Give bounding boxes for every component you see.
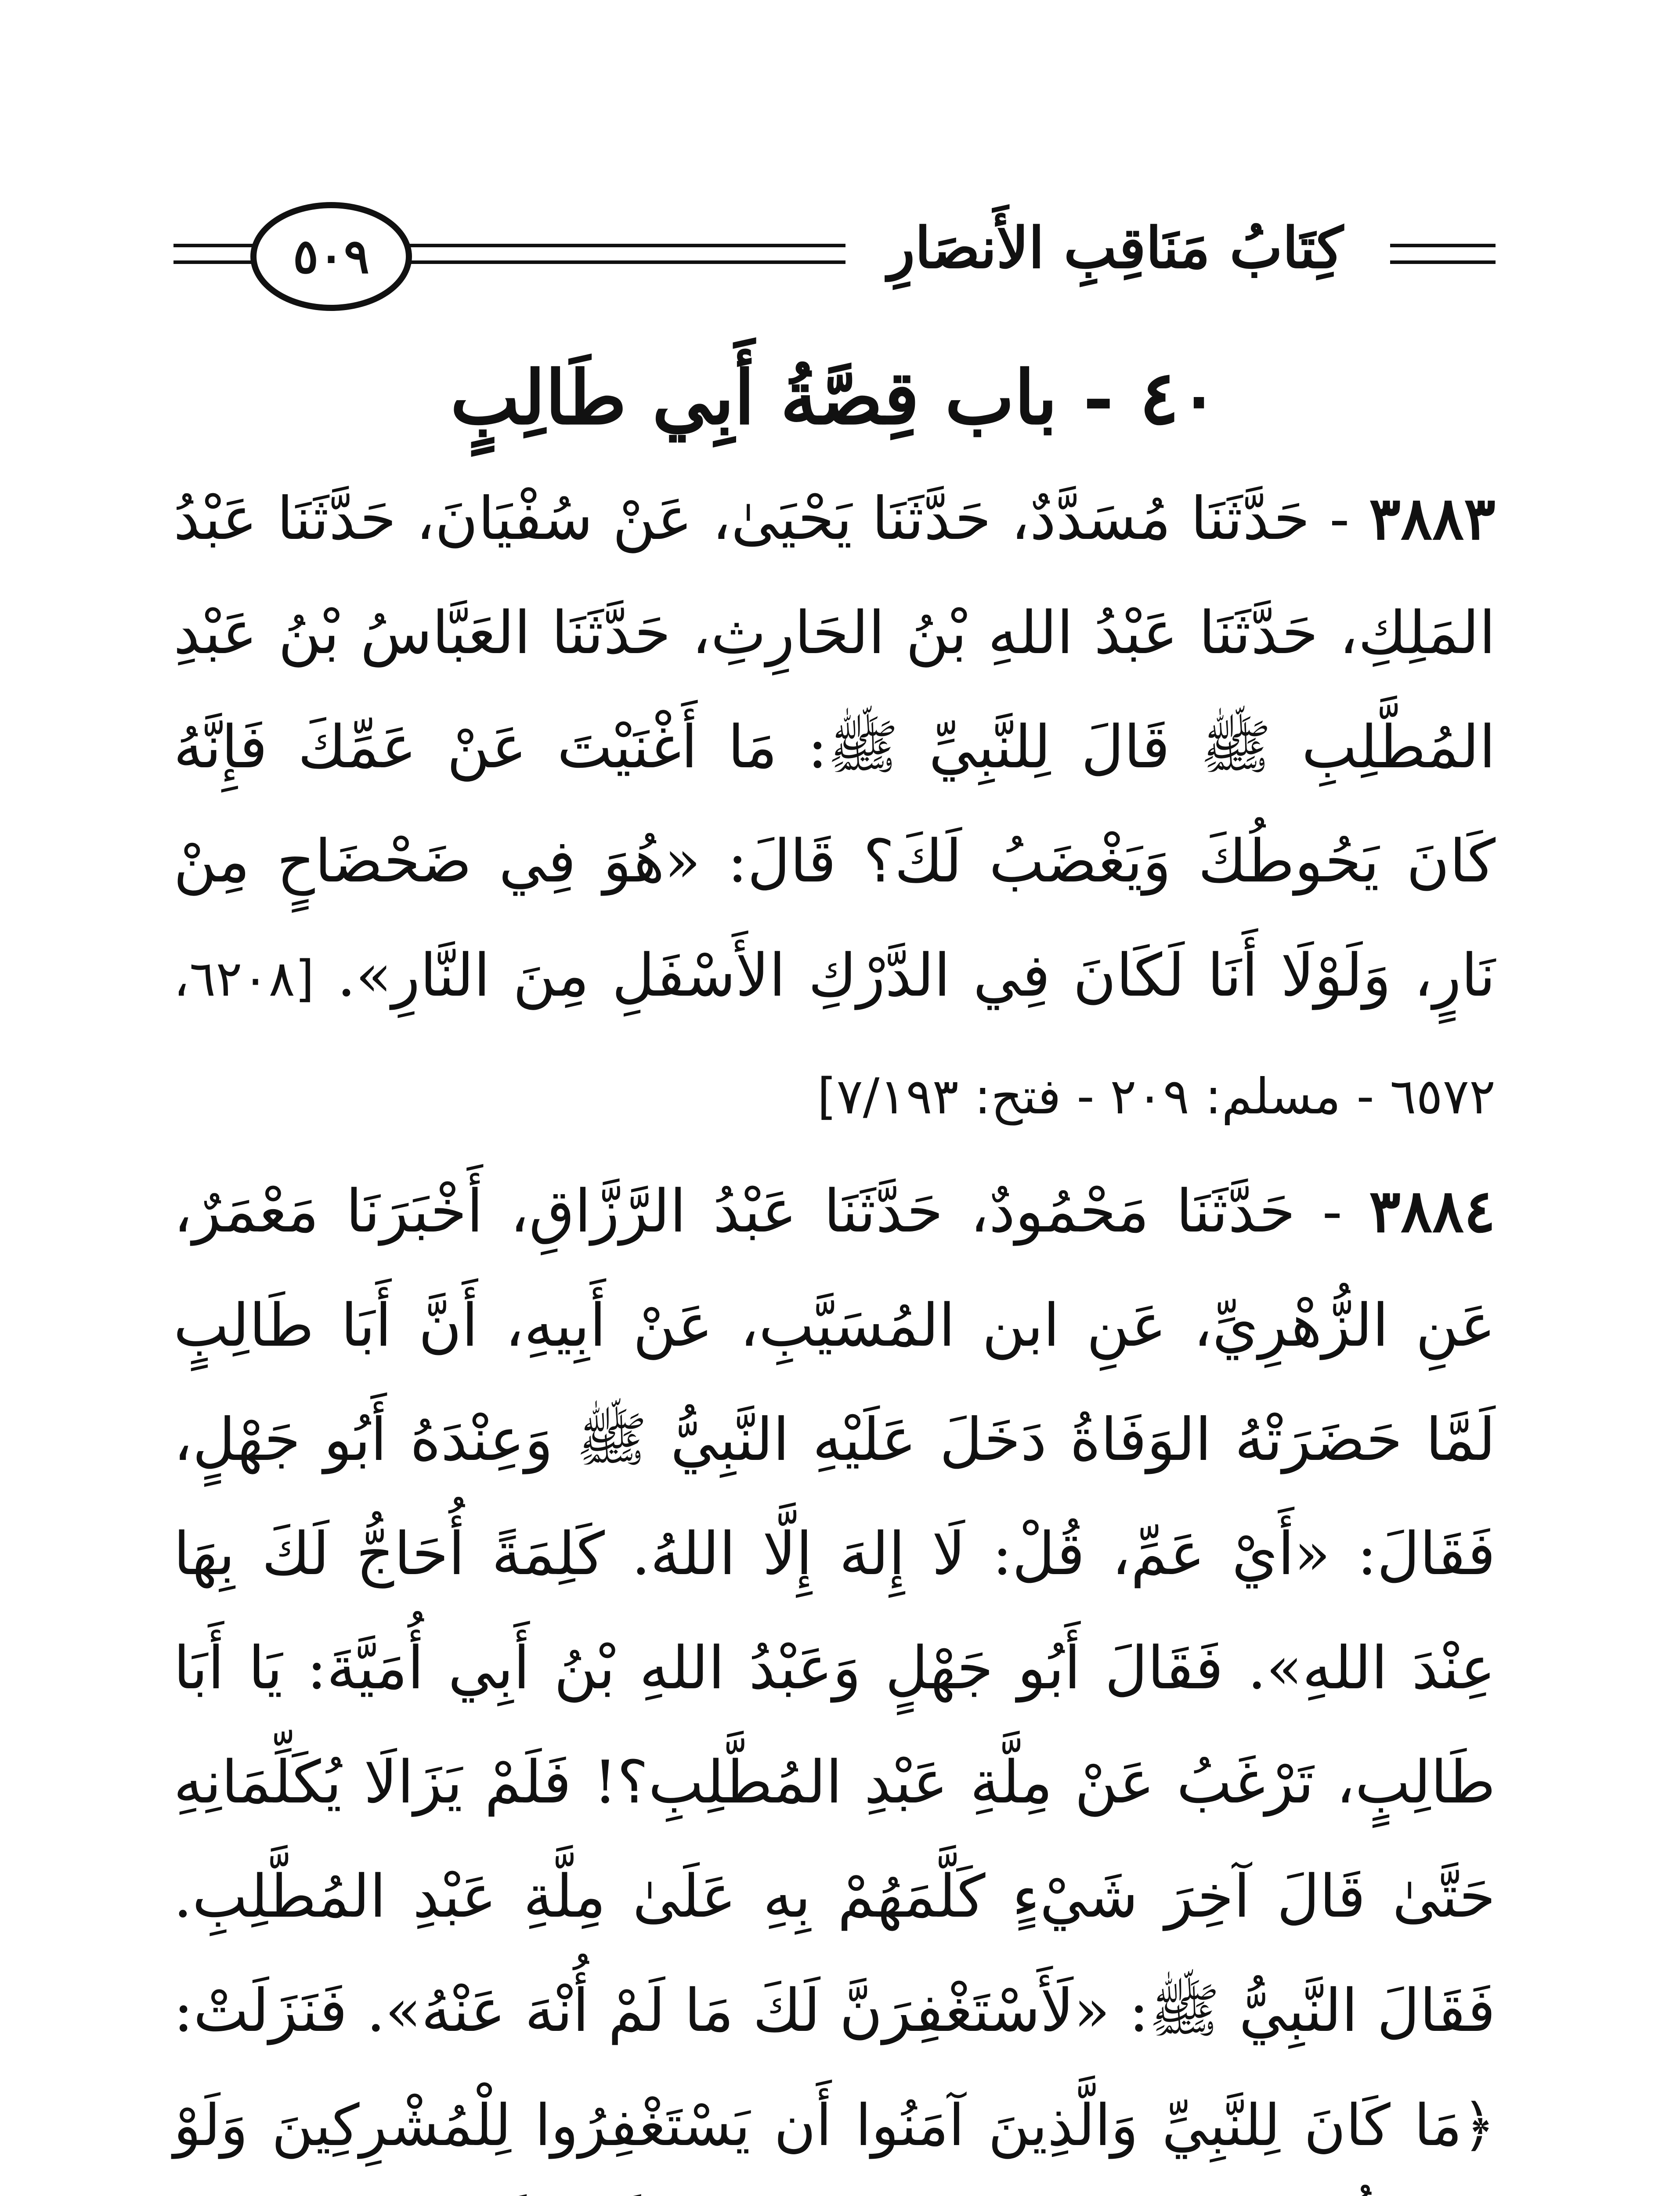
chapter-title: ٤٠ - باب قِصَّةُ أَبِي طَالِبٍ bbox=[450, 354, 1219, 441]
dash-separator: - bbox=[1295, 1177, 1342, 1246]
page-content bbox=[173, 343, 1496, 2196]
hadith-text: حَدَّثَنَا مُسَدَّدٌ، حَدَّثَنَا يَحْيَىٰ، عَنْ سُفْيَانَ، حَدَّثَنَا عَبْدُ المَلِكِ، حَدَّثَنَا عَبْدُ اللهِ بْنُ الحَارِثِ، حَدَّثَنَا العَبَّاسُ بْنُ عَبْدِ المُطَّلِبِ ﷺ قَالَ لِلنَّبِيِّ ﷺ: مَا أَغْنَيْتَ عَنْ عَمِّكَ فَإِنَّهُ كَانَ يَحُوطُكَ وَيَغْضَبُ لَكَ؟ قَالَ: «هُوَ فِي ضَحْضَاحٍ مِنْ نَارٍ، وَلَوْلَا أَنَا لَكَانَ فِي الدَّرْكِ الأَسْفَلِ مِنَ النَّارِ». bbox=[173, 484, 1496, 1010]
hadith-3884 bbox=[173, 1154, 1496, 2196]
header-rule-middle bbox=[404, 244, 845, 264]
hadith-text: حَدَّثَنَا مَحْمُودٌ، حَدَّثَنَا عَبْدُ الرَّزَّاقِ، أَخْبَرَنَا مَعْمَرٌ، عَنِ الزُّهْرِيِّ، عَنِ ابن المُسَيَّبِ، عَنْ أَبِيهِ، أَنَّ أَبَا طَالِبٍ لَمَّا حَضَرَتْهُ الوَفَاةُ دَخَلَ عَلَيْهِ النَّبِيُّ ﷺ وَعِنْدَهُ أَبُو جَهْلٍ، فَقَالَ: «أَيْ عَمِّ، قُلْ: لَا إِلهَ إِلَّا اللهُ. كَلِمَةً أُحَاجُّ لَكَ بِهَا عِنْدَ اللهِ». فَقَالَ أَبُو جَهْلٍ وَعَبْدُ اللهِ بْنُ أَبِي أُمَيَّةَ: يَا أَبَا طَالِبٍ، تَرْغَبُ عَنْ مِلَّةِ عَبْدِ المُطَّلِبِ؟! فَلَمْ يَزَالَا يُكَلِّمَانِهِ حَتَّىٰ قَالَ آخِرَ شَيْءٍ كَلَّمَهُمْ بِهِ عَلَىٰ مِلَّةِ عَبْدِ المُطَّلِبِ. فَقَالَ النَّبِيُّ ﷺ: «لَأَسْتَغْفِرَنَّ لَكَ مَا لَمْ أُنْهَ عَنْهُ». فَنَزَلَتْ: bbox=[173, 1177, 1496, 2045]
book-title: كِتَابُ مَنَاقِبِ الأَنصَارِ bbox=[888, 215, 1344, 281]
page-number-oval bbox=[250, 202, 412, 311]
quran-verse: ﴿مَا كَانَ لِلنَّبِيِّ وَالَّذِينَ آمَنُوا أَن يَسْتَغْفِرُوا لِلْمُشْرِكِينَ وَلَوْ bbox=[173, 2092, 1496, 2159]
dash-separator: - bbox=[1310, 484, 1350, 553]
hadith-number: ٣٨٨٣ bbox=[1369, 484, 1496, 553]
hadith-reference: [٦٢٠٨، ٦٥٧٢ - مسلم: ٢٠٩ - فتح: ٧/١٩٣] bbox=[173, 950, 1496, 1125]
page-number: ٥٠٩ bbox=[293, 229, 370, 284]
page-header bbox=[173, 198, 1496, 303]
hadith-number: ٣٨٨٤ bbox=[1369, 1176, 1496, 1246]
header-rule-left bbox=[173, 244, 253, 264]
header-rule-right bbox=[1390, 244, 1496, 264]
hadith-3883 bbox=[173, 461, 1496, 1154]
